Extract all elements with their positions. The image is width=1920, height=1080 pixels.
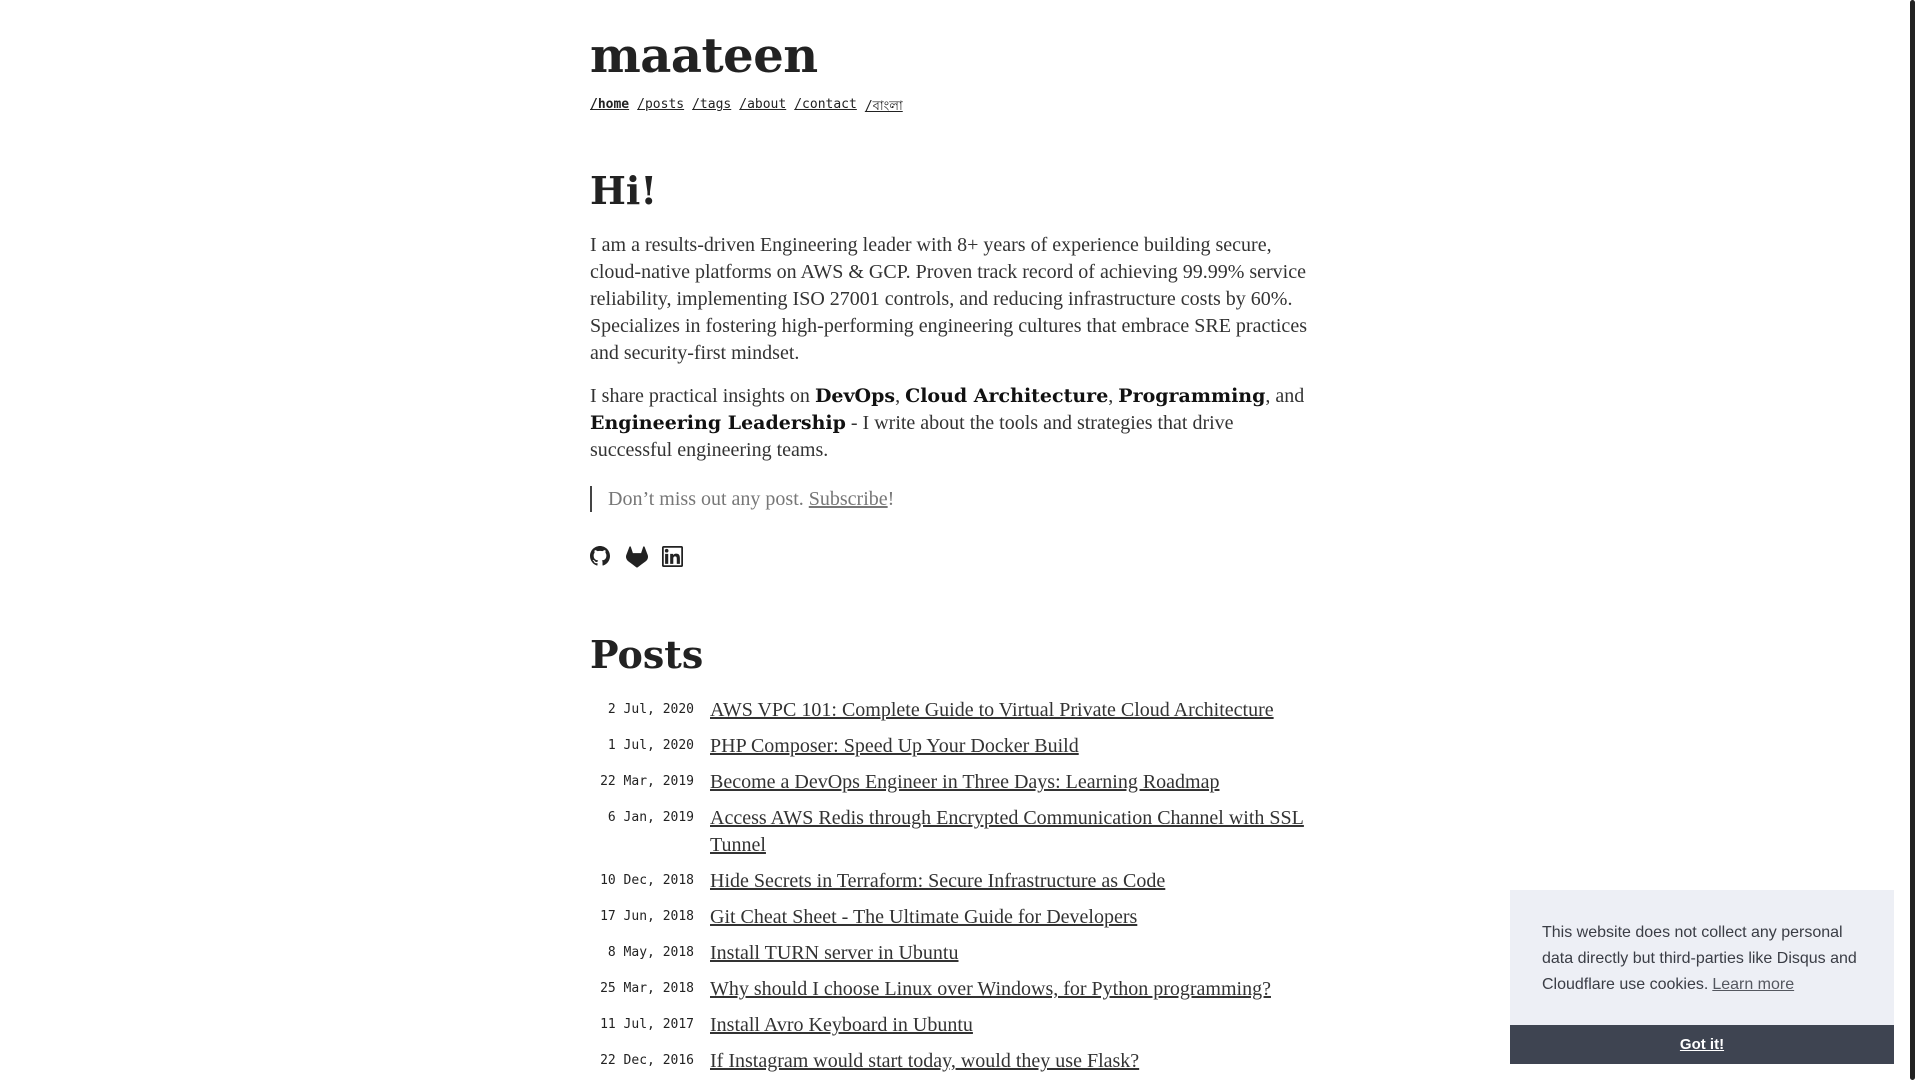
gitlab-icon[interactable] [626,546,648,568]
post-list [590,697,1320,1075]
post-date: 17 Jun, 2018 [600,909,694,925]
post-link[interactable]: Access AWS Redis through Encrypted Communication Channel with SSL Tunnel [710,807,1304,857]
list-item [590,805,1320,859]
main-nav [590,97,1320,118]
cookie-accept-button[interactable]: Got it! [1510,1025,1894,1064]
post-date: 1 Jul, 2020 [607,738,694,754]
intro-heading: Hi! [590,167,658,213]
topics-prefix: I share practical insights on [590,384,815,407]
cookie-text: This website does not collect any personal data directly but third-parties like Disqus and Cloudflare use cookies. [1542,924,1857,993]
topic-separator: , [1108,384,1119,407]
topic-separator: , [895,384,906,407]
post-date: 11 Jul, 2017 [600,1017,694,1033]
social-links [590,546,1320,568]
topic-separator: , and [1265,384,1305,407]
nav-tags[interactable]: /tags [692,96,732,112]
list-item [590,1048,1320,1075]
page-scrollbar[interactable] [1906,0,1920,1080]
post-date: 22 Mar, 2019 [600,774,694,790]
github-icon[interactable] [590,546,612,568]
list-item [590,976,1320,1003]
post-date: 10 Dec, 2018 [600,873,694,889]
topics-suffix: - I write about the tools and strategies that drive successful engineering teams. [590,411,1234,461]
linkedin-icon[interactable] [662,546,684,568]
post-date: 6 Jan, 2019 [607,810,694,826]
main-content [590,30,1320,1080]
cookie-banner [1510,890,1894,1064]
post-link[interactable]: If Instagram would start today, would they use Flask? [710,1050,1140,1073]
post-link[interactable]: Become a DevOps Engineer in Three Days: Learning Roadmap [710,771,1220,794]
post-link[interactable]: Install Avro Keyboard in Ubuntu [710,1014,973,1037]
list-item [590,769,1320,796]
post-date: 22 Dec, 2016 [600,1053,694,1069]
cookie-message [1510,890,1894,998]
nav-contact[interactable]: /contact [794,96,857,112]
subscribe-text: Don’t miss out any post. [608,487,809,510]
post-link[interactable]: Hide Secrets in Terraform: Secure Infrastructure as Code [710,870,1166,893]
topic-engineering-leadership: Engineering Leadership [590,411,846,434]
topic-devops: DevOps [814,384,896,407]
post-link[interactable]: Install TURN server in Ubuntu [710,942,959,965]
post-link[interactable]: Git Cheat Sheet - The Ultimate Guide for Developers [710,906,1138,929]
post-link[interactable]: PHP Composer: Speed Up Your Docker Build [710,735,1079,758]
posts-heading: Posts [590,631,704,677]
list-item [590,904,1320,931]
nav-home[interactable]: /home [590,96,630,112]
list-item [590,733,1320,760]
learn-more-link[interactable]: Learn more [1712,976,1795,993]
site-title[interactable]: maateen [590,28,818,84]
topics-paragraph [590,383,1320,464]
nav-about[interactable]: /about [739,96,787,112]
nav-bangla[interactable]: /বাংলা [864,98,903,114]
list-item [590,868,1320,895]
subscribe-suffix: ! [887,487,895,510]
intro-paragraph: I am a results-driven Engineering leader with 8+ years of experience building secure, cloud-native platforms on AWS & GCP. Proven track record of achieving 99.99% service reliability, implementing ISO 27001 controls, and reducing infrastructure costs by 60%. Specializes in fostering high-performing engineering cultures that embrace SRE practices and security-first mindset. [590,233,1307,364]
post-link[interactable]: Why should I choose Linux over Windows, for Python programming? [710,978,1271,1001]
post-date: 8 May, 2018 [607,945,694,961]
subscribe-link[interactable]: Subscribe [808,487,888,510]
scrollbar-thumb[interactable] [1910,0,1915,1080]
post-date: 2 Jul, 2020 [607,702,694,718]
topic-programming: Programming [1118,384,1266,407]
list-item [590,1012,1320,1039]
topic-cloud-architecture: Cloud Architecture [905,384,1109,407]
subscribe-callout [590,486,1320,512]
list-item [590,697,1320,724]
nav-posts[interactable]: /posts [637,96,685,112]
list-item [590,940,1320,967]
post-link[interactable]: AWS VPC 101: Complete Guide to Virtual Private Cloud Architecture [710,699,1274,722]
post-date: 25 Mar, 2018 [600,981,694,997]
